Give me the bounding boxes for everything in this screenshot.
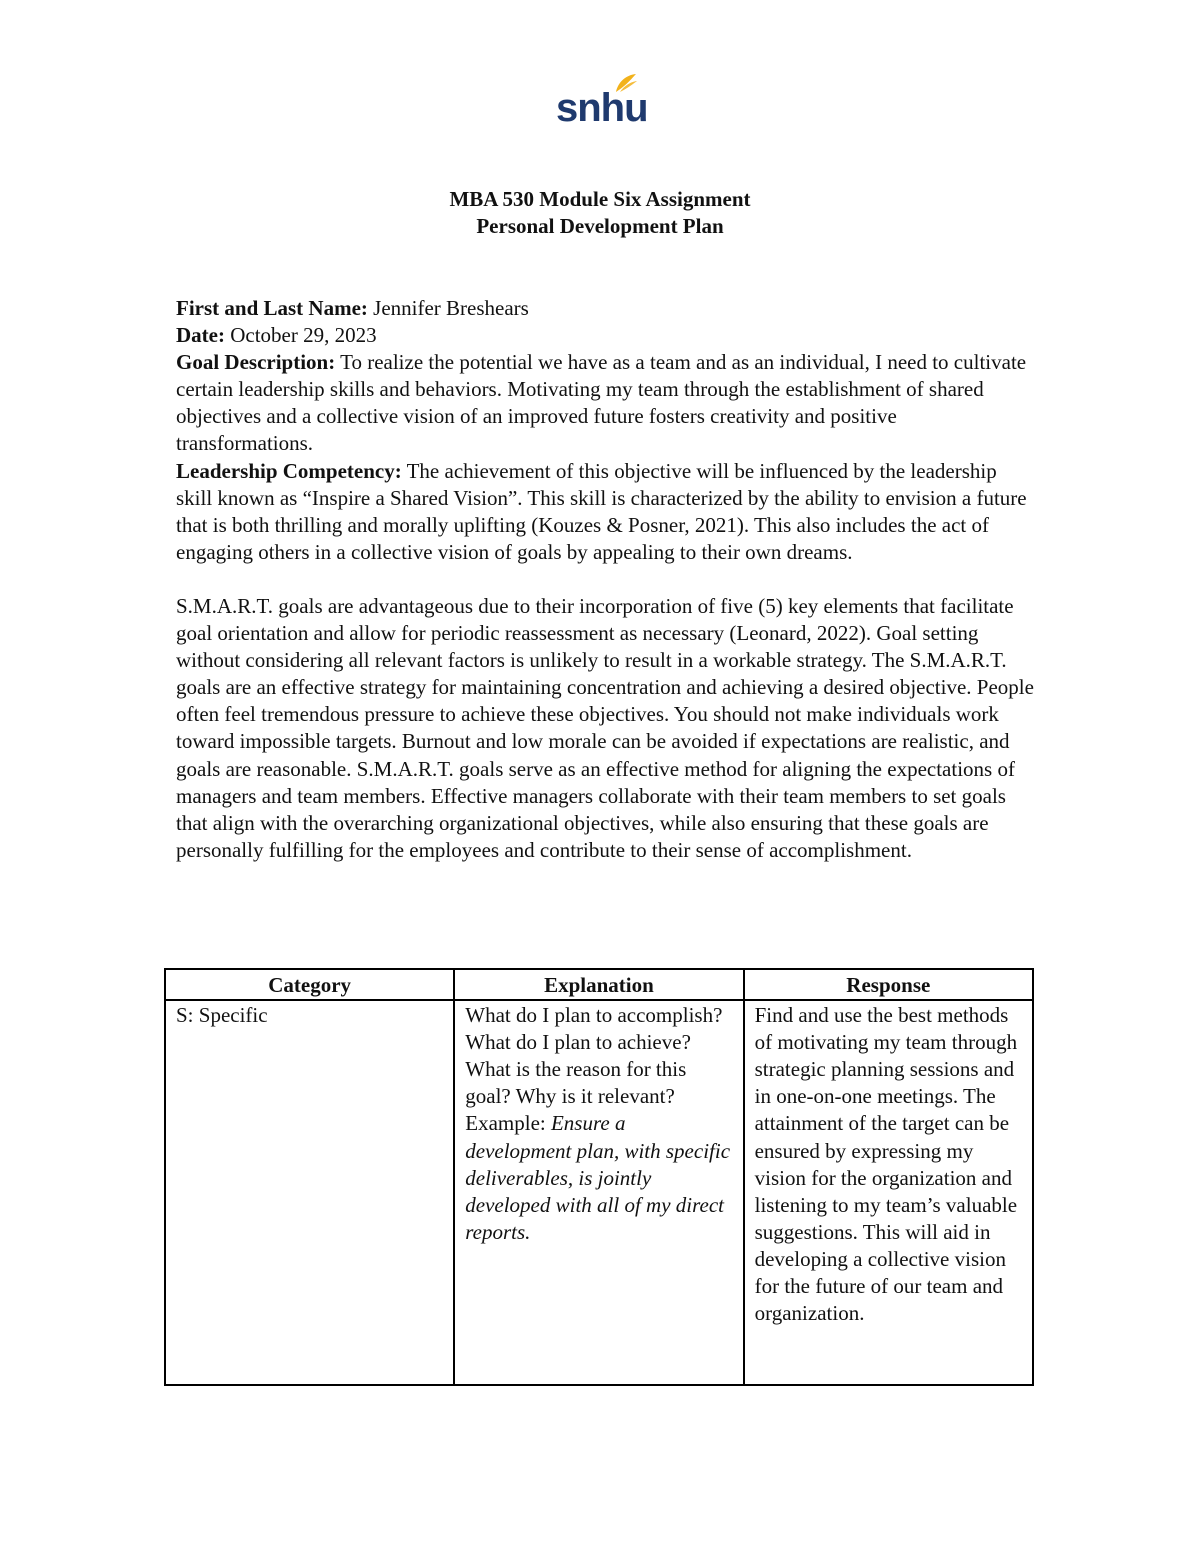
snhu-logo bbox=[556, 72, 646, 134]
date-value: October 29, 2023 bbox=[224, 323, 377, 348]
competency-value: The achievement of this objective will be influenced by the leadership skill known as “Inspire a Shared Vision”. This skill is characterized by the ability to envision a future that is both thrilling and morally uplifting (Kouzes & Posner, 2021). This also includes the act of engaging others in a collective vision of goals by appealing to their own dreams. bbox=[176, 458, 1027, 564]
table-header-row bbox=[165, 969, 1033, 1000]
name-line bbox=[176, 295, 1036, 322]
goal-description bbox=[176, 349, 1036, 457]
table-row bbox=[165, 1000, 1033, 1385]
goal-value: To realize the potential we have as a team and as an individual, I need to cultivate certain leadership skills and behaviors. Motivating my team through the establishment of shared objectives and a collective vision of an improved future fosters creativity and positive transformations. bbox=[176, 350, 1027, 456]
example-text: Ensure a development plan, with specific deliverables, is jointly developed with all of my direct reports. bbox=[465, 1111, 731, 1244]
header-response: Response bbox=[744, 969, 1033, 1000]
logo-text: snhu bbox=[556, 86, 648, 130]
leadership-competency bbox=[176, 458, 1036, 566]
name-label: First and Last Name: bbox=[176, 296, 368, 320]
smart-goals-table bbox=[164, 968, 1034, 1386]
cell-explanation bbox=[454, 1000, 743, 1385]
header-explanation: Explanation bbox=[454, 969, 743, 1000]
document-header bbox=[0, 186, 1200, 240]
cell-response: Find and use the best methods of motivating my team through strategic planning sessions and in one-on-one meetings. The attainment of the target can be ensured by expressing my vision for the organization and listening to my team’s valuable suggestions. This will aid in developing a collective vision for the future of our team and organization. bbox=[744, 1000, 1033, 1385]
document-body bbox=[176, 295, 1036, 864]
smart-paragraph: S.M.A.R.T. goals are advantageous due to their incorporation of five (5) key elements that facilitate goal orientation and allow for periodic reassessment as necessary (Leonard, 2022). Goal setting without considering all relevant factors is unlikely to result in a workable strategy. The S.M.A.R.T. goals are an effective strategy for maintaining concentration and achieving a desired objective. People often feel tremendous pressure to achieve these objectives. You should not make individuals work toward impossible targets. Burnout and low morale can be avoided if expectations are realistic, and goals are reasonable. S.M.A.R.T. goals serve as an effective method for aligning the expectations of managers and team members. Effective managers collaborate with their team members to set goals that align with the overarching organizational objectives, while also ensuring that these goals are personally fulfilling for the employees and contribute to their sense of accomplishment. bbox=[176, 593, 1034, 862]
competency-label: Leadership Competency: bbox=[176, 458, 402, 483]
header-category: Category bbox=[165, 969, 454, 1000]
name-value: Jennifer Breshears bbox=[367, 296, 529, 320]
document-subtitle: Personal Development Plan bbox=[476, 214, 724, 238]
explanation-text: What do I plan to accomplish? What do I plan to achieve? What is the reason for this goal? Why is it relevant? bbox=[465, 1003, 723, 1109]
date-label: Date: bbox=[176, 323, 225, 348]
goal-label: Goal Description: bbox=[176, 350, 336, 375]
document-title: MBA 530 Module Six Assignment bbox=[449, 187, 751, 211]
cell-category: S: Specific bbox=[165, 1000, 454, 1385]
example-label: Example: bbox=[465, 1111, 551, 1136]
date-line bbox=[176, 322, 1036, 349]
